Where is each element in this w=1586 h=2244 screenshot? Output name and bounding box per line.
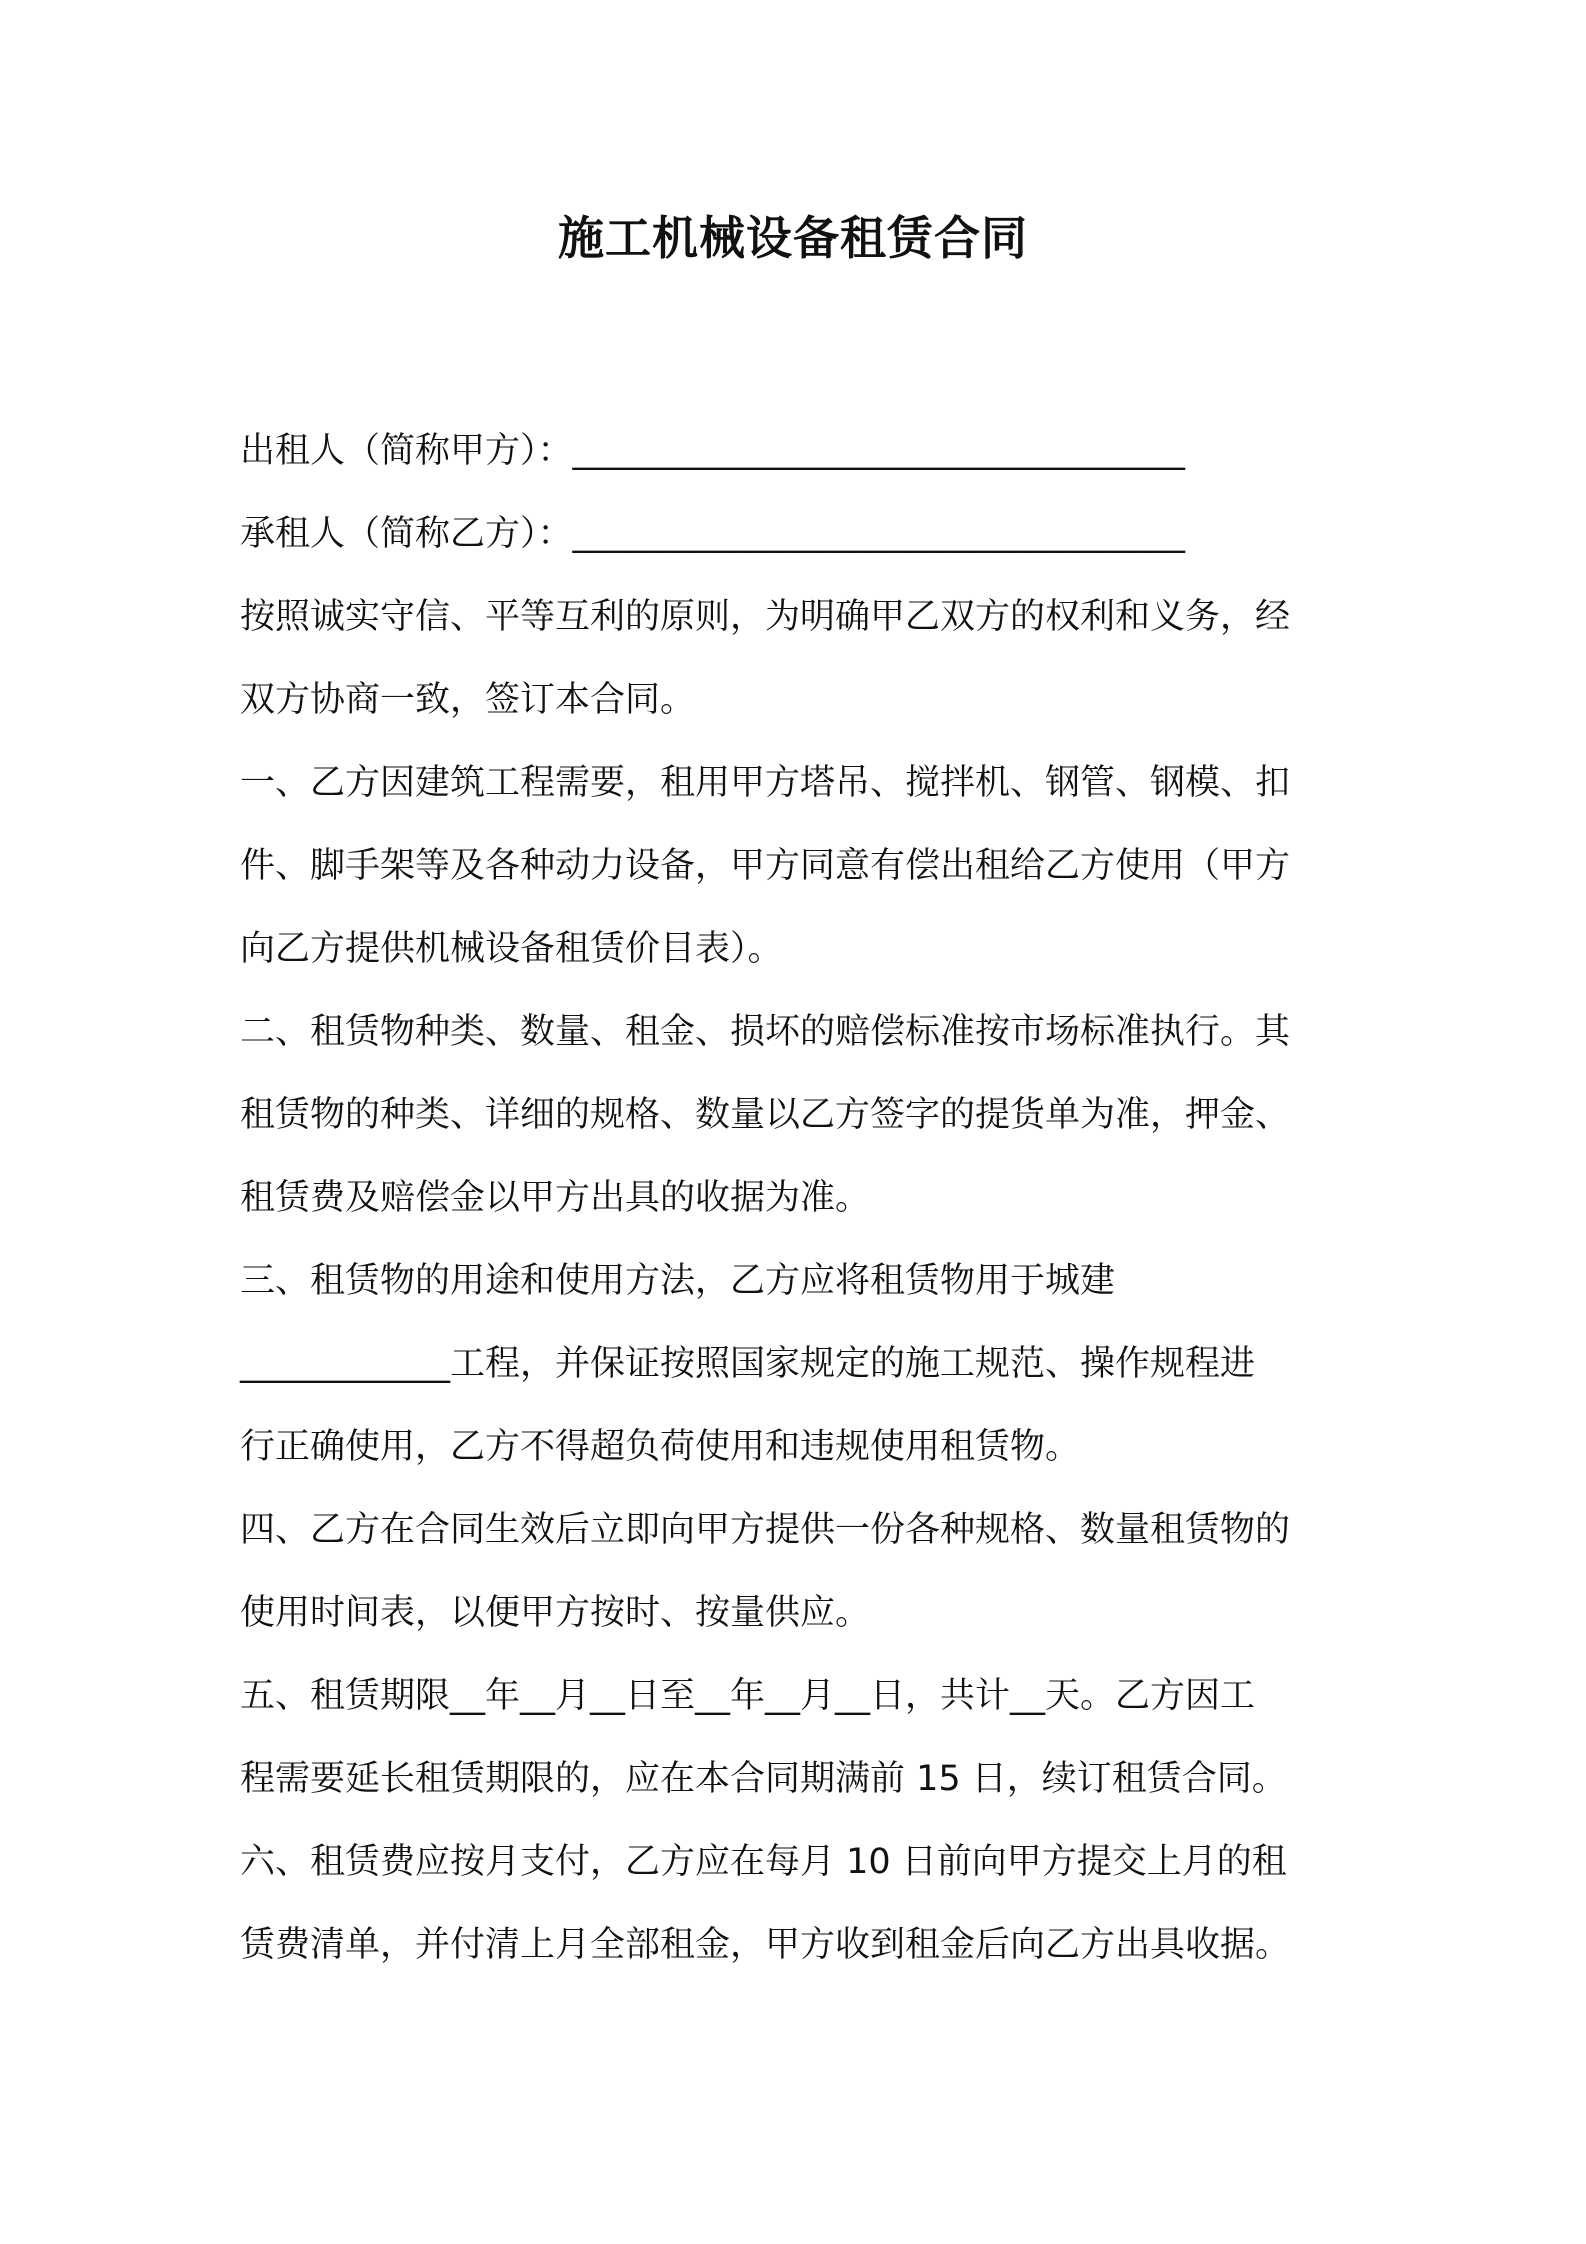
clause-3-line-1: 三、租赁物的用途和使用方法，乙方应将租赁物用于城建 [240, 1261, 1116, 1301]
clause-6-line-1: 六、租赁费应按月支付，乙方应在每月 10 日前向甲方提交上月的租 [240, 1842, 1287, 1882]
preamble-line-2: 双方协商一致，签订本合同。 [240, 680, 696, 720]
clause-4-line-2: 使用时间表，以便甲方按时、按量供应。 [240, 1593, 871, 1633]
document-title: 施工机械设备租赁合同 [558, 211, 1028, 265]
document-body [240, 410, 1360, 1987]
clause-6-line-2: 赁费清单，并付清上月全部租金，甲方收到租金后向乙方出具收据。 [240, 1925, 1291, 1965]
lessee-line: 承租人（简称乙方）：___________________________________ [240, 514, 1186, 554]
clause-5-line-2: 程需要延长租赁期限的，应在本合同期满前 15 日，续订租赁合同。 [240, 1759, 1287, 1799]
clause-3-line-2: ____________工程，并保证按照国家规定的施工规范、操作规程进 [240, 1344, 1256, 1384]
clause-5-line-1: 五、租赁期限__年__月__日至__年__月__日，共计__天。乙方因工 [240, 1676, 1256, 1716]
lessor-line: 出租人（简称甲方）：___________________________________ [240, 431, 1186, 471]
preamble-line-1: 按照诚实守信、平等互利的原则，为明确甲乙双方的权利和义务，经 [240, 597, 1291, 637]
clause-2-line-3: 租赁费及赔偿金以甲方出具的收据为准。 [240, 1178, 871, 1218]
clause-1-line-2: 件、脚手架等及各种动力设备，甲方同意有偿出租给乙方使用（甲方 [240, 846, 1291, 886]
clause-4-line-1: 四、乙方在合同生效后立即向甲方提供一份各种规格、数量租赁物的 [240, 1510, 1291, 1550]
clause-1-line-1: 一、乙方因建筑工程需要，租用甲方塔吊、搅拌机、钢管、钢模、扣 [240, 763, 1291, 803]
clause-1-line-3: 向乙方提供机械设备租赁价目表）。 [240, 929, 783, 969]
clause-2-line-1: 二、租赁物种类、数量、租金、损坏的赔偿标准按市场标准执行。其 [240, 1012, 1291, 1052]
clause-2-line-2: 租赁物的种类、详细的规格、数量以乙方签字的提货单为准，押金、 [240, 1095, 1291, 1135]
clause-3-line-3: 行正确使用，乙方不得超负荷使用和违规使用租赁物。 [240, 1427, 1081, 1467]
